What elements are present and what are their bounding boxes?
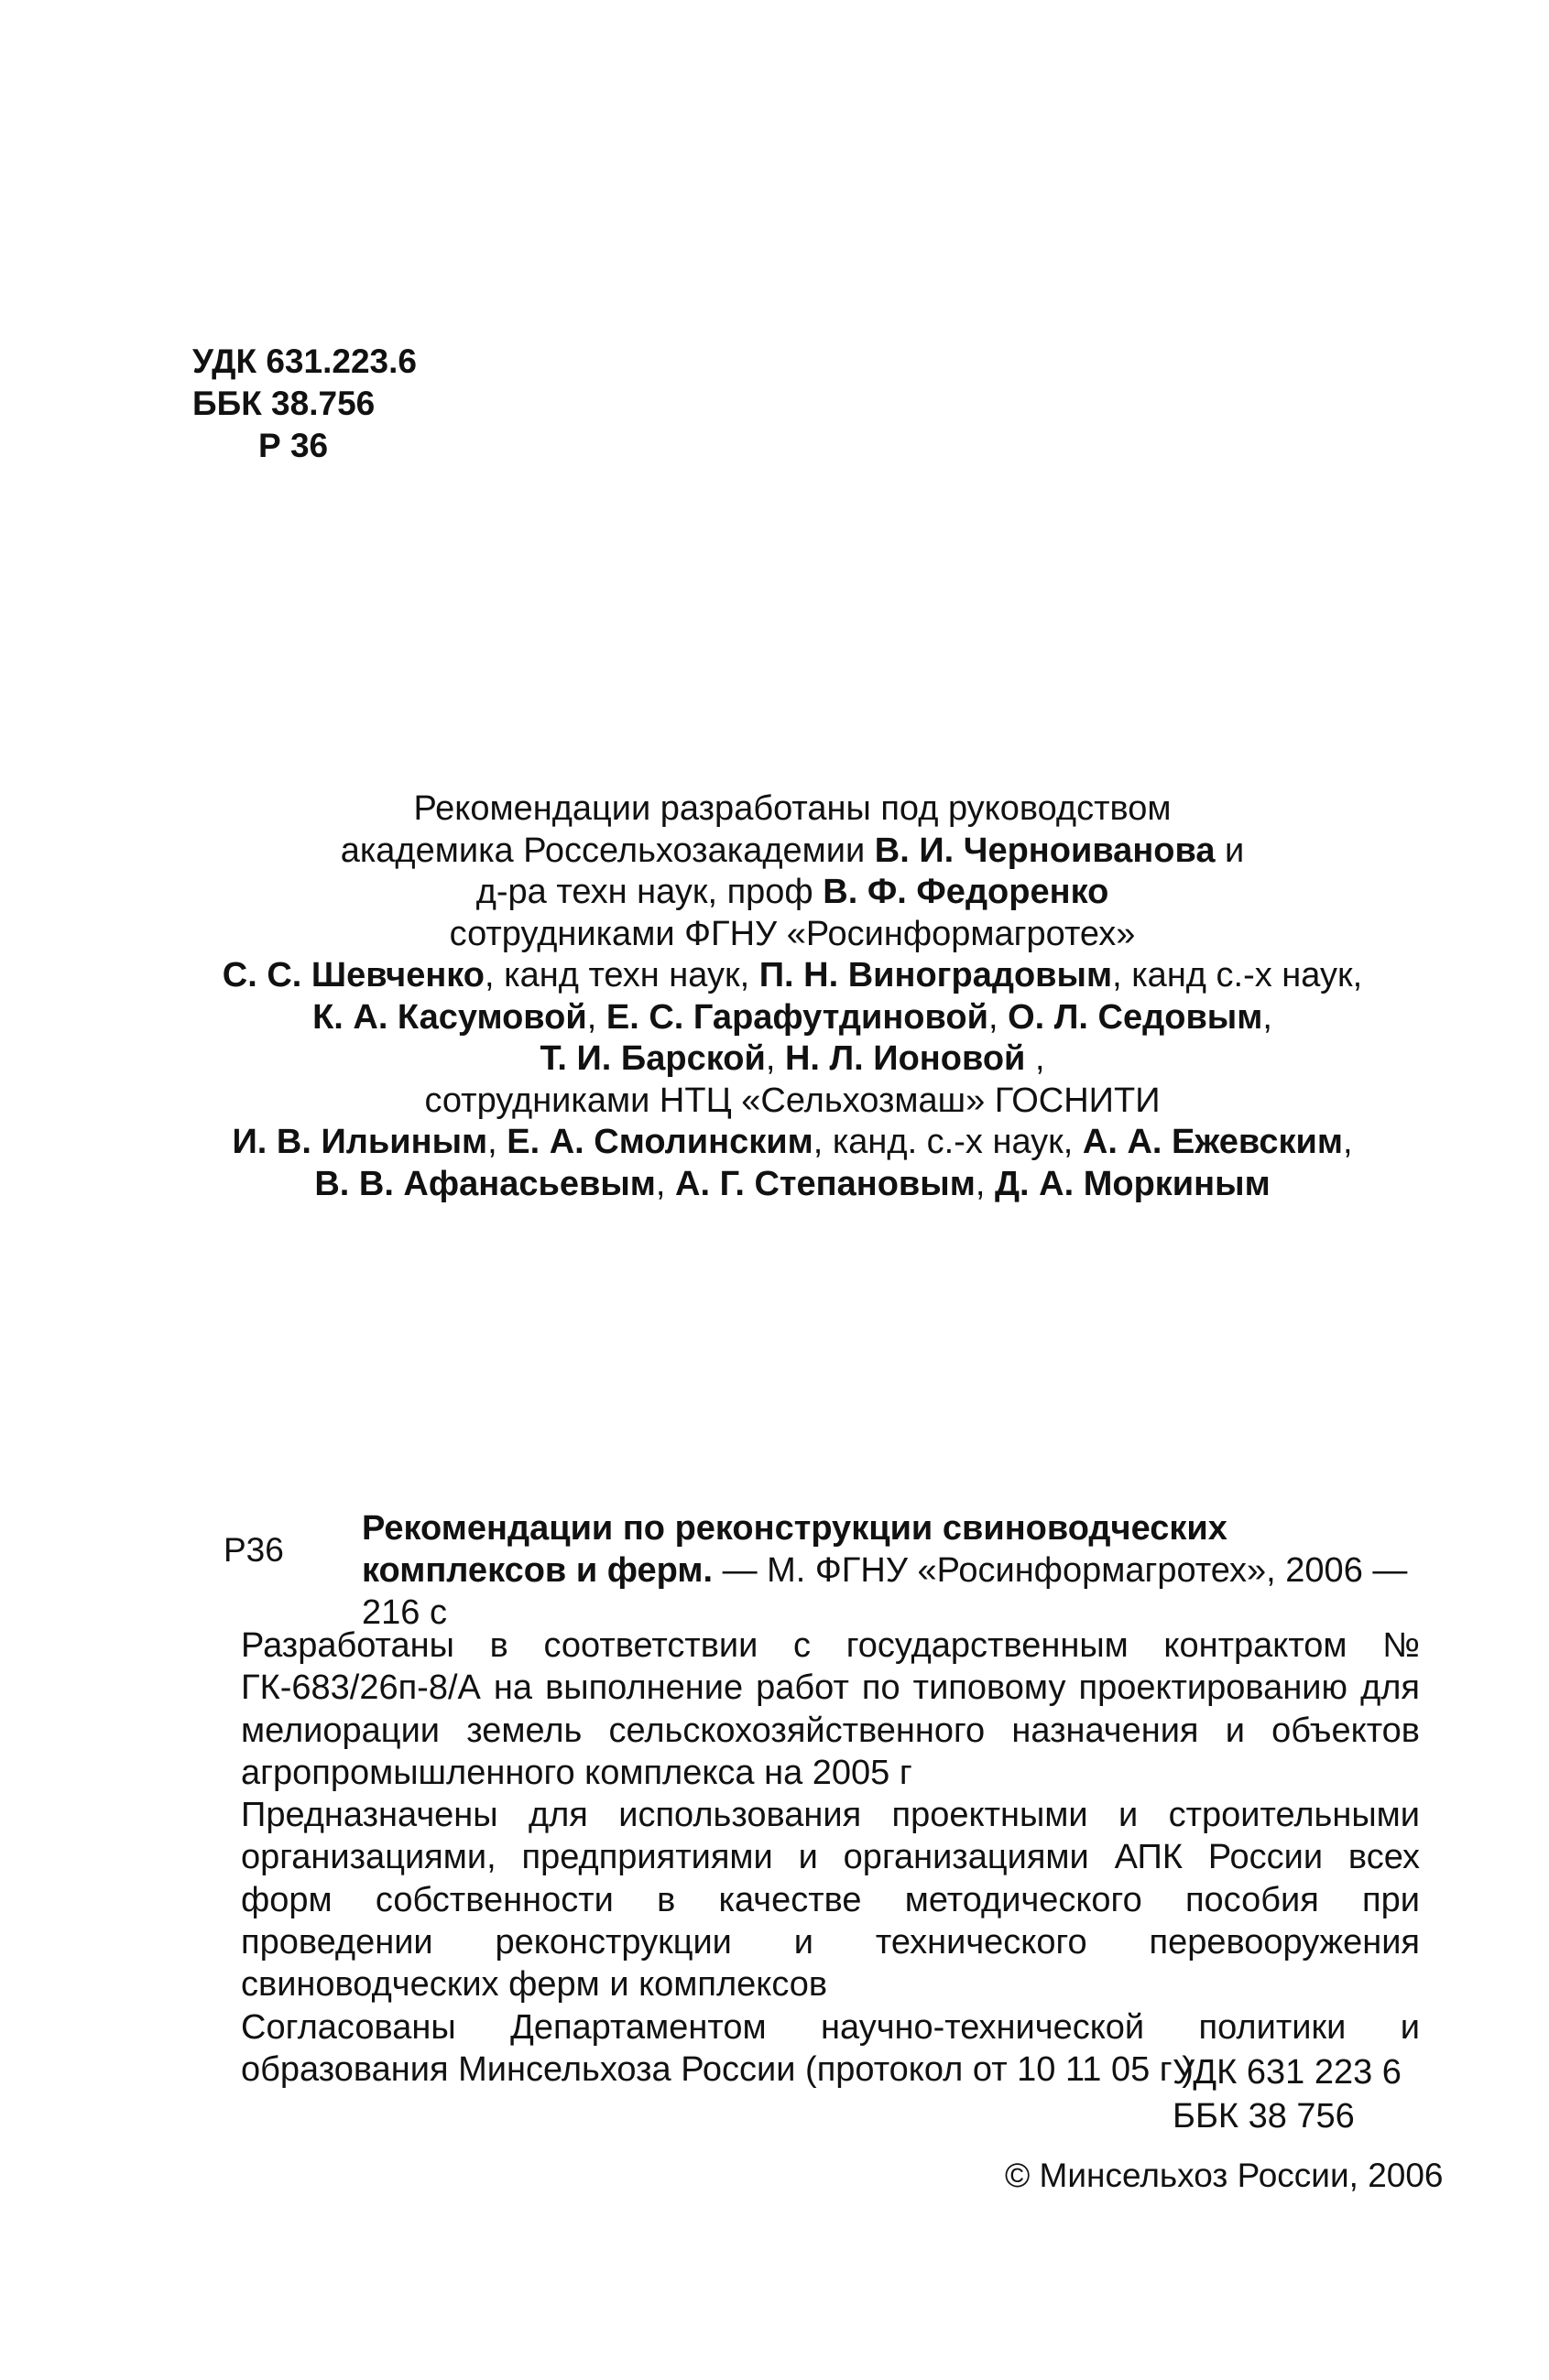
abstract-paragraph: Разработаны в соответствии с государственным контрактом № ГК-683/26п-8/А на выполнение работ по типовому проектированию для мелиорации земель сельскохозяйственного назначения и объектов агропромышленного комплекса на 2005 г xyxy=(241,1626,1420,1792)
credit-text: академика Россельхозакадемии xyxy=(340,831,875,870)
index-bbk: ББК 38 756 xyxy=(1173,2097,1355,2135)
credit-text: , xyxy=(987,997,1009,1037)
credit-person-name: С. С. Шевченко xyxy=(222,956,485,994)
copyright-line: © Минсельхоз России, 2006 xyxy=(1005,2157,1444,2194)
credit-text: , xyxy=(765,1039,785,1078)
annotation-title xyxy=(362,1507,1415,1634)
credit-person-name: А. Г. Степановым xyxy=(675,1164,976,1203)
credit-text: , xyxy=(1262,997,1272,1037)
credits-line xyxy=(165,1122,1420,1164)
credit-text: д-ра техн наук, проф xyxy=(475,873,824,911)
author-mark: Р 36 xyxy=(258,427,329,464)
credit-person-name: И. В. Ильиным xyxy=(232,1123,488,1161)
classification-block xyxy=(192,341,417,467)
credit-person-name: Е. С. Гарафутдиновой xyxy=(605,997,988,1037)
annotation-title-bold: Рекомендации по реконструкции свиноводческих комплексов и ферм. xyxy=(362,1509,1227,1590)
credits-line xyxy=(165,1164,1420,1206)
credit-text: , канд. с.-х наук, xyxy=(813,1123,1083,1161)
udk-code: УДК 631.223.6 xyxy=(192,342,417,380)
annotation-title-rest: — М. ФГНУ «Росинформагротех», 2006 — 216 с xyxy=(362,1551,1408,1632)
credit-person-name: В. И. Черноиванова xyxy=(874,831,1216,870)
credit-text: , xyxy=(975,1164,995,1203)
credits-block xyxy=(165,788,1420,1205)
credits-line xyxy=(165,997,1420,1039)
index-udk: УДК 631 223 6 xyxy=(1173,2053,1402,2092)
credit-person-name: О. Л. Седовым xyxy=(1008,997,1263,1037)
credits-line xyxy=(165,1038,1420,1081)
credit-text: , xyxy=(586,997,606,1037)
credits-line xyxy=(165,788,1420,831)
abstract-paragraph: Согласованы Департаментом научно-технической политики и образования Минсельхоза России (протокол от 10 11 05 г ) xyxy=(241,2007,1420,2089)
credits-line xyxy=(165,831,1420,873)
abstract-block xyxy=(241,1625,1420,2091)
credit-text: сотрудниками НТЦ «Сельхозмаш» ГОСНИТИ xyxy=(424,1081,1161,1120)
credit-text: , xyxy=(487,1123,507,1161)
credit-text: и xyxy=(1215,831,1245,870)
index-block xyxy=(1173,2050,1402,2138)
credits-line xyxy=(165,914,1420,956)
credit-person-name: Д. А. Моркиным xyxy=(994,1164,1271,1203)
credit-text: , xyxy=(1025,1039,1045,1078)
annotation-code: Р36 xyxy=(224,1531,284,1569)
credit-text: , канд с.-х наук, xyxy=(1112,956,1363,994)
credit-person-name: В. В. Афанасьевым xyxy=(314,1164,656,1203)
credits-line xyxy=(165,1081,1420,1123)
credit-text: , xyxy=(1342,1123,1353,1161)
credit-person-name: П. Н. Виноградовым xyxy=(758,956,1113,994)
credit-person-name: К. А. Касумовой xyxy=(312,997,587,1037)
credit-text: Рекомендации разработаны под руководством xyxy=(413,789,1172,828)
credit-person-name: Н. Л. Ионовой xyxy=(784,1039,1026,1078)
credit-text: , канд техн наук, xyxy=(485,956,759,994)
credit-person-name: Е. А. Смолинским xyxy=(507,1123,813,1161)
bbk-code: ББК 38.756 xyxy=(192,385,376,422)
credits-line xyxy=(165,872,1420,914)
credit-person-name: Т. И. Барской xyxy=(540,1039,766,1078)
credit-person-name: А. А. Ежевским xyxy=(1082,1123,1343,1161)
credit-person-name: В. Ф. Федоренко xyxy=(823,873,1109,911)
credit-text: , xyxy=(655,1164,676,1203)
credits-line xyxy=(165,955,1420,997)
credit-text: сотрудниками ФГНУ «Росинформагротех» xyxy=(449,914,1136,953)
abstract-paragraph: Предназначены для использования проектными и строительными организациями, предприятиями и организациями АПК России всех форм собственности в качестве методического пособия при проведении реконструкции и технического перевооружения свиноводческих ферм и комплексов xyxy=(241,1796,1420,2005)
